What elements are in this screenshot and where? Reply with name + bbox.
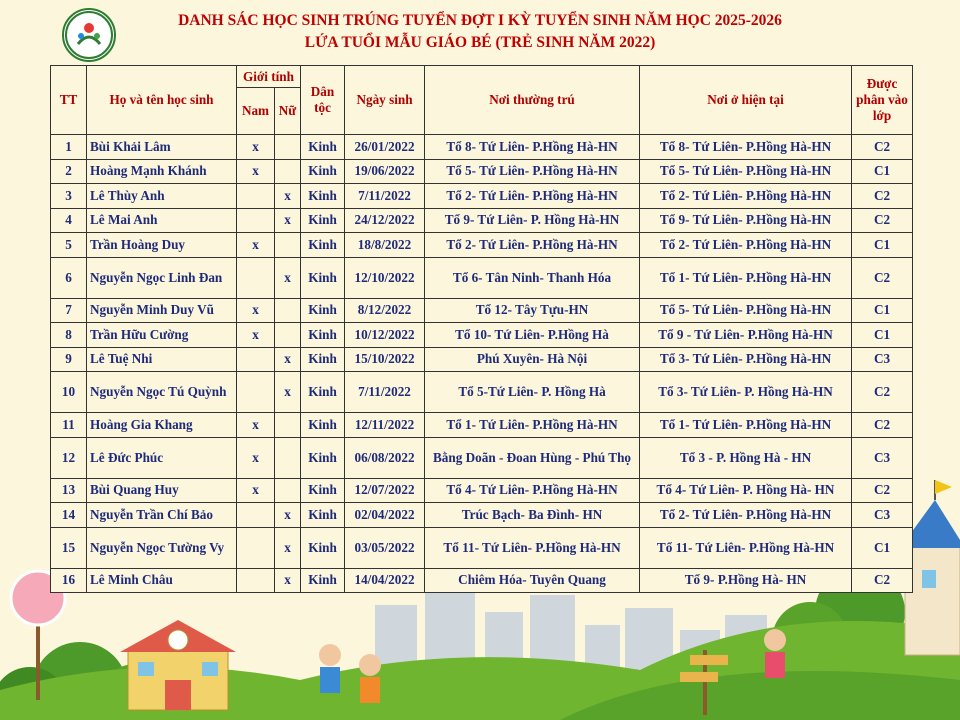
table-row	[51, 527, 913, 568]
cell-current-address: Tổ 1- Tứ Liên- P.Hồng Hà-HN	[640, 257, 852, 298]
cell-tt: 2	[51, 159, 87, 184]
school-building-icon	[120, 620, 236, 710]
cell-class: C1	[852, 233, 913, 258]
cell-name: Lê Thùy Anh	[87, 184, 237, 209]
cell-male: x	[237, 233, 275, 258]
cell-dob: 10/12/2022	[345, 323, 425, 348]
cell-ethnicity: Kinh	[301, 527, 345, 568]
header-class: Được phân vào lớp	[852, 66, 913, 135]
cell-permanent-address: Tổ 11- Tứ Liên- P.Hồng Hà-HN	[425, 527, 640, 568]
cell-permanent-address: Tổ 2- Tứ Liên- P.Hồng Hà-HN	[425, 233, 640, 258]
cell-female	[275, 323, 301, 348]
cell-permanent-address: Tổ 9- Tứ Liên- P. Hồng Hà-HN	[425, 208, 640, 233]
cell-class: C1	[852, 323, 913, 348]
cell-ethnicity: Kinh	[301, 208, 345, 233]
table-row	[51, 208, 913, 233]
cell-male: x	[237, 159, 275, 184]
cell-current-address: Tổ 3- Tứ Liên- P.Hồng Hà-HN	[640, 347, 852, 372]
header-gender: Giới tính	[237, 66, 301, 88]
cell-female	[275, 413, 301, 438]
cell-tt: 1	[51, 135, 87, 160]
cell-female: x	[275, 372, 301, 413]
cell-male	[237, 503, 275, 528]
cell-dob: 15/10/2022	[345, 347, 425, 372]
cell-class: C2	[852, 208, 913, 233]
cell-current-address: Tổ 5- Tứ Liên- P.Hồng Hà-HN	[640, 159, 852, 184]
cell-name: Bùi Quang Huy	[87, 478, 237, 503]
cell-tt: 10	[51, 372, 87, 413]
table-row	[51, 323, 913, 348]
cell-current-address: Tổ 2- Tứ Liên- P.Hồng Hà-HN	[640, 184, 852, 209]
table-row	[51, 503, 913, 528]
cell-male: x	[237, 323, 275, 348]
cell-female: x	[275, 503, 301, 528]
header-tt: TT	[51, 66, 87, 135]
cell-male	[237, 184, 275, 209]
cell-current-address: Tổ 2- Tứ Liên- P.Hồng Hà-HN	[640, 503, 852, 528]
cell-class: C3	[852, 437, 913, 478]
cell-current-address: Tổ 9 - Tứ Liên- P.Hồng Hà-HN	[640, 323, 852, 348]
cell-tt: 12	[51, 437, 87, 478]
cell-female: x	[275, 347, 301, 372]
cell-class: C2	[852, 478, 913, 503]
cell-ethnicity: Kinh	[301, 298, 345, 323]
cell-current-address: Tổ 2- Tứ Liên- P.Hồng Hà-HN	[640, 233, 852, 258]
cell-name: Hoàng Gia Khang	[87, 413, 237, 438]
cell-female: x	[275, 208, 301, 233]
cell-male: x	[237, 413, 275, 438]
cell-class: C1	[852, 159, 913, 184]
cell-current-address: Tổ 1- Tứ Liên- P.Hồng Hà-HN	[640, 413, 852, 438]
cell-permanent-address: Trúc Bạch- Ba Đình- HN	[425, 503, 640, 528]
cell-dob: 02/04/2022	[345, 503, 425, 528]
cell-female	[275, 437, 301, 478]
cell-ethnicity: Kinh	[301, 257, 345, 298]
cell-permanent-address: Tổ 5- Tứ Liên- P.Hồng Hà-HN	[425, 159, 640, 184]
cell-current-address: Tổ 4- Tứ Liên- P. Hồng Hà- HN	[640, 478, 852, 503]
table-row	[51, 413, 913, 438]
cell-ethnicity: Kinh	[301, 233, 345, 258]
cell-class: C2	[852, 568, 913, 593]
cell-name: Lê Minh Châu	[87, 568, 237, 593]
cell-name: Lê Mai Anh	[87, 208, 237, 233]
cell-current-address: Tổ 9- P.Hồng Hà- HN	[640, 568, 852, 593]
cell-female: x	[275, 257, 301, 298]
cell-tt: 4	[51, 208, 87, 233]
cell-current-address: Tổ 8- Tứ Liên- P.Hồng Hà-HN	[640, 135, 852, 160]
cell-name: Trần Hữu Cường	[87, 323, 237, 348]
cell-dob: 12/07/2022	[345, 478, 425, 503]
table-row	[51, 159, 913, 184]
cell-class: C2	[852, 184, 913, 209]
cell-name: Hoàng Mạnh Khánh	[87, 159, 237, 184]
cell-ethnicity: Kinh	[301, 372, 345, 413]
cell-female	[275, 233, 301, 258]
school-logo-icon	[64, 10, 114, 60]
title-line-1: DANH SÁC HỌC SINH TRÚNG TUYỂN ĐỢT I KỲ TUYỂN SINH NĂM HỌC 2025-2026	[178, 12, 782, 29]
cell-tt: 3	[51, 184, 87, 209]
cell-dob: 7/11/2022	[345, 184, 425, 209]
table-row	[51, 478, 913, 503]
cell-permanent-address: Tổ 6- Tân Ninh- Thanh Hóa	[425, 257, 640, 298]
cell-current-address: Tổ 11- Tứ Liên- P.Hồng Hà-HN	[640, 527, 852, 568]
cell-permanent-address: Tổ 5-Tứ Liên- P. Hồng Hà	[425, 372, 640, 413]
cell-ethnicity: Kinh	[301, 503, 345, 528]
cell-ethnicity: Kinh	[301, 184, 345, 209]
cell-permanent-address: Tổ 2- Tứ Liên- P.Hồng Hà-HN	[425, 184, 640, 209]
cell-male: x	[237, 298, 275, 323]
cell-permanent-address: Tổ 4- Tứ Liên- P.Hồng Hà-HN	[425, 478, 640, 503]
cell-class: C2	[852, 372, 913, 413]
title-line-2: LỨA TUỔI MẪU GIÁO BÉ (TRẺ SINH NĂM 2022)	[304, 34, 656, 51]
cell-permanent-address: Tổ 8- Tứ Liên- P.Hồng Hà-HN	[425, 135, 640, 160]
cell-tt: 6	[51, 257, 87, 298]
cell-class: C3	[852, 503, 913, 528]
table-row	[51, 347, 913, 372]
cell-tt: 9	[51, 347, 87, 372]
cell-class: C2	[852, 135, 913, 160]
admission-table	[50, 65, 913, 593]
cell-male: x	[237, 135, 275, 160]
cell-dob: 14/04/2022	[345, 568, 425, 593]
cell-tt: 13	[51, 478, 87, 503]
cell-class: C2	[852, 413, 913, 438]
cell-tt: 5	[51, 233, 87, 258]
cell-dob: 06/08/2022	[345, 437, 425, 478]
table-row	[51, 184, 913, 209]
table-row	[51, 437, 913, 478]
cell-male	[237, 347, 275, 372]
page-title	[120, 10, 840, 54]
table-row	[51, 233, 913, 258]
cell-tt: 8	[51, 323, 87, 348]
cell-class: C1	[852, 527, 913, 568]
cell-permanent-address: Bằng Doãn - Đoan Hùng - Phú Thọ	[425, 437, 640, 478]
cell-class: C3	[852, 347, 913, 372]
cell-female: x	[275, 527, 301, 568]
cell-tt: 11	[51, 413, 87, 438]
header-female: Nữ	[275, 88, 301, 135]
cell-name: Nguyễn Ngọc Tú Quỳnh	[87, 372, 237, 413]
cell-class: C2	[852, 257, 913, 298]
cell-dob: 26/01/2022	[345, 135, 425, 160]
cell-ethnicity: Kinh	[301, 437, 345, 478]
cell-female	[275, 159, 301, 184]
cell-male	[237, 527, 275, 568]
header-dob: Ngày sinh	[345, 66, 425, 135]
table-body	[51, 135, 913, 593]
cell-ethnicity: Kinh	[301, 159, 345, 184]
cell-male: x	[237, 437, 275, 478]
cell-dob: 8/12/2022	[345, 298, 425, 323]
cell-class: C1	[852, 298, 913, 323]
table-row	[51, 135, 913, 160]
cell-current-address: Tổ 9- Tứ Liên- P.Hồng Hà-HN	[640, 208, 852, 233]
school-logo	[62, 8, 116, 62]
cell-female: x	[275, 568, 301, 593]
cell-female: x	[275, 184, 301, 209]
cell-name: Nguyễn Ngọc Linh Đan	[87, 257, 237, 298]
cell-dob: 24/12/2022	[345, 208, 425, 233]
cell-male	[237, 208, 275, 233]
cell-female	[275, 478, 301, 503]
table-row	[51, 257, 913, 298]
cell-current-address: Tổ 3- Tứ Liên- P. Hồng Hà-HN	[640, 372, 852, 413]
cell-current-address: Tổ 3 - P. Hồng Hà - HN	[640, 437, 852, 478]
cell-male	[237, 568, 275, 593]
cell-name: Lê Đức Phúc	[87, 437, 237, 478]
cell-dob: 12/11/2022	[345, 413, 425, 438]
cell-female	[275, 135, 301, 160]
cell-ethnicity: Kinh	[301, 478, 345, 503]
cell-dob: 19/06/2022	[345, 159, 425, 184]
cell-male: x	[237, 478, 275, 503]
table-row	[51, 372, 913, 413]
cell-female	[275, 298, 301, 323]
header-male: Nam	[237, 88, 275, 135]
cell-ethnicity: Kinh	[301, 347, 345, 372]
cell-permanent-address: Tổ 10- Tứ Liên- P.Hồng Hà	[425, 323, 640, 348]
cell-permanent-address: Tổ 1- Tứ Liên- P.Hồng Hà-HN	[425, 413, 640, 438]
table-row	[51, 568, 913, 593]
cell-male	[237, 372, 275, 413]
cell-dob: 7/11/2022	[345, 372, 425, 413]
cell-ethnicity: Kinh	[301, 135, 345, 160]
cell-permanent-address: Chiêm Hóa- Tuyên Quang	[425, 568, 640, 593]
cell-name: Lê Tuệ Nhi	[87, 347, 237, 372]
cell-name: Nguyễn Ngọc Tường Vy	[87, 527, 237, 568]
cell-dob: 18/8/2022	[345, 233, 425, 258]
header-permanent-address: Nơi thường trú	[425, 66, 640, 135]
cell-dob: 12/10/2022	[345, 257, 425, 298]
cell-name: Nguyễn Trần Chí Bảo	[87, 503, 237, 528]
cell-dob: 03/05/2022	[345, 527, 425, 568]
cell-permanent-address: Phú Xuyên- Hà Nội	[425, 347, 640, 372]
cell-name: Nguyễn Minh Duy Vũ	[87, 298, 237, 323]
header-ethnicity: Dân tộc	[301, 66, 345, 135]
cell-ethnicity: Kinh	[301, 413, 345, 438]
cell-tt: 15	[51, 527, 87, 568]
cell-name: Bùi Khải Lâm	[87, 135, 237, 160]
cell-ethnicity: Kinh	[301, 568, 345, 593]
cell-tt: 7	[51, 298, 87, 323]
cell-tt: 16	[51, 568, 87, 593]
cell-male	[237, 257, 275, 298]
cell-name: Trần Hoàng Duy	[87, 233, 237, 258]
cell-permanent-address: Tổ 12- Tây Tựu-HN	[425, 298, 640, 323]
table-row	[51, 298, 913, 323]
cell-current-address: Tổ 5- Tứ Liên- P.Hồng Hà-HN	[640, 298, 852, 323]
cell-tt: 14	[51, 503, 87, 528]
cell-ethnicity: Kinh	[301, 323, 345, 348]
header-current-address: Nơi ở hiện tại	[640, 66, 852, 135]
header-name: Họ và tên học sinh	[87, 66, 237, 135]
